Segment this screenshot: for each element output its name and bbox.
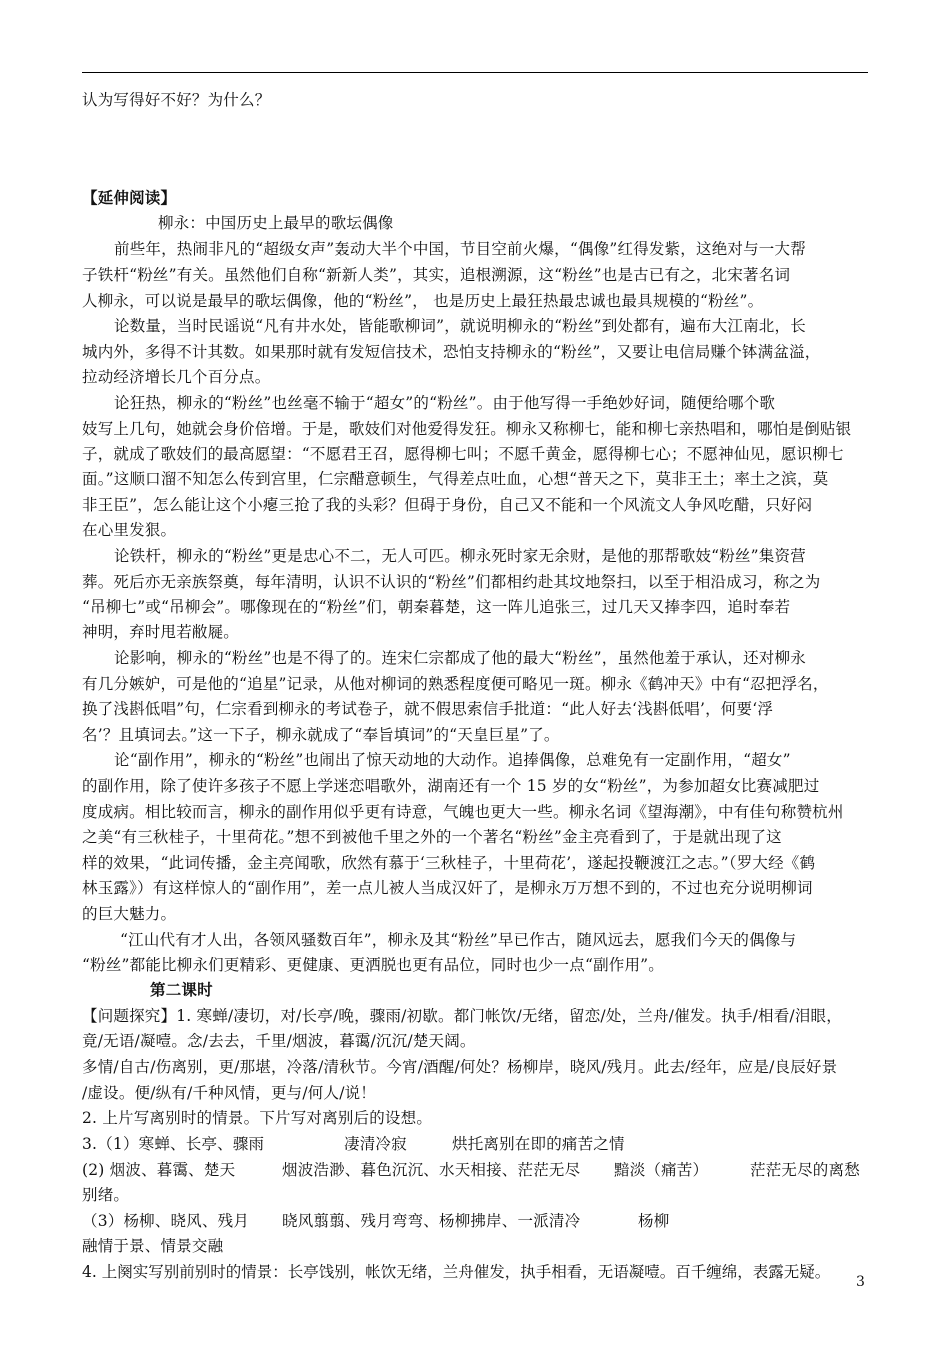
paragraph-line: “粉丝”都能比柳永们更精彩、更健康、更洒脱也更有品位，同时也少一点“副作用”。 <box>82 956 664 974</box>
answer-cell: （3）杨柳、晓风、残月 <box>82 1212 250 1230</box>
paragraph-line: 论数量，当时民谣说“凡有井水处，皆能歌柳词”，就说明柳永的“粉丝”到处都有，遍布大江南北，长 <box>114 317 806 335</box>
lesson-heading: 第二课时 <box>150 980 213 999</box>
paragraph-line: 换了浅斟低唱”句，仁宗看到柳永的考试卷子，就不假思索信手批道：“此人好去‘浅斟低唱’，何要‘浮 <box>82 700 774 718</box>
paragraph-line: 子，就成了歌妓们的最高愿望：“不愿君王召，愿得柳七叫；不愿千黄金，愿得柳七心；不愿神仙见，愿识柳七 <box>82 445 844 463</box>
paragraph-line: 度成病。相比较而言，柳永的副作用似乎更有诗意，气魄也更大一些。柳永名词《望海潮》，中有佳句称赞杭州 <box>82 803 844 821</box>
answer-cell: 凄清冷寂 <box>344 1135 407 1153</box>
answer-line <box>82 1211 872 1231</box>
paragraph-line: “吊柳七”或“吊柳会”。哪像现在的“粉丝”们，朝秦暮楚，这一阵儿追张三，过几天又捧李四，追时奉若 <box>82 598 791 616</box>
paragraph-line: 名’？且填词去。”这一下子，柳永就成了“奉旨填词”的“天皇巨星”了。 <box>82 726 560 744</box>
paragraph-line: 的副作用，除了使许多孩子不愿上学迷恋唱歌外，湖南还有一个 15 岁的女“粉丝”，为参加超女比赛减肥过 <box>82 777 820 795</box>
paragraph-line: 子铁杆“粉丝”有关。虽然他们自称“新新人类”，其实，追根溯源，这“粉丝”也是古已有之，北宋著名词 <box>82 266 791 284</box>
answer-cell: 3.（1）寒蝉、长亭、骤雨 <box>82 1135 265 1153</box>
paragraph-line: 的巨大魅力。 <box>82 905 177 923</box>
answer-line: 4. 上阕实写别前别时的情景：长亭饯别，帐饮无绪，兰舟催发，执手相看，无语凝噎。百千缠绵，表露无疑。 <box>82 1263 831 1281</box>
answer-line: /虚设。便/纵有/千种风情，更与/何人/说！ <box>82 1084 377 1102</box>
answer-line <box>82 1134 872 1154</box>
paragraph-line: 城内外，多得不计其数。如果那时就有发短信技术，恐怕支持柳永的“粉丝”，又要让电信局赚个钵满盆溢， <box>82 343 821 361</box>
answer-line: 2. 上片写离别时的情景。下片写对离别后的设想。 <box>82 1109 433 1127</box>
paragraph-line: 神明，弃时甩若敝屣。 <box>82 623 240 641</box>
answer-cell: 黯淡（痛苦） <box>614 1161 709 1179</box>
paragraph-line: 非王臣”，怎么能让这个小瘪三抢了我的头彩？但碍于身份，自己又不能和一个风流文人争风吃醋，只好闷 <box>82 496 813 514</box>
paragraph-line: 之美“有三秋桂子，十里荷花。”想不到被他千里之外的一个著名“粉丝”金主亮看到了，于是就出现了这 <box>82 828 782 846</box>
answer-line: 竟/无语/凝噎。念/去去，千里/烟波，暮霭/沉沉/楚天阔。 <box>82 1032 476 1050</box>
answer-line: 多情/自古/伤离别，更/那堪，冷落/清秋节。今宵/酒醒/何处？杨柳岸，晓风/残月。此去/经年，应是/良辰好景 <box>82 1058 838 1076</box>
answer-cell: (2) 烟波、暮霭、楚天 <box>82 1161 236 1179</box>
answer-line <box>82 1160 872 1180</box>
paragraph-line: 前些年，热闹非凡的“超级女声”轰动大半个中国，节目空前火爆，“偶像”红得发紫，这绝对与一大帮 <box>114 240 806 258</box>
paragraph-line: 拉动经济增长几个百分点。 <box>82 368 271 386</box>
answer-line: 别绪。 <box>82 1186 130 1204</box>
answer-cell: 晓风翦翦、残月弯弯、杨柳拂岸、一派清冷 <box>282 1212 581 1230</box>
text-line: 认为写得好不好？为什么？ <box>82 91 271 109</box>
header-rule <box>82 72 868 73</box>
paragraph-line: 在心里发狠。 <box>82 521 177 539</box>
paragraph-line: 论狂热，柳永的“粉丝”也丝毫不输于“超女”的“粉丝”。由于他写得一手绝妙好词，随便给哪个歌 <box>114 394 776 412</box>
paragraph-line: 葬。死后亦无亲族祭奠，每年清明，认识不认识的“粉丝”们都相约赴其坟地祭扫，以至于相沿成习，称之为 <box>82 573 821 591</box>
paragraph-line: 林玉露》）有这样惊人的“副作用”，差一点儿被人当成汉奸了，是柳永万万想不到的，不过也充分说明柳词 <box>82 879 813 897</box>
answer-cell: 杨柳 <box>638 1212 670 1230</box>
paragraph-line: 论影响，柳永的“粉丝”也是不得了的。连宋仁宗都成了他的最大“粉丝”，虽然他羞于承认，还对柳永 <box>114 649 806 667</box>
paragraph-line: 论“副作用”，柳永的“粉丝”也闹出了惊天动地的大动作。追捧偶像，总难免有一定副作用，“超女” <box>114 751 791 769</box>
paragraph-line: 样的效果，“此词传播，金主亮闻歌，欣然有慕于‘三秋桂子，十里荷花’，遂起投鞭渡江之志。”（罗大经《鹤 <box>82 854 816 872</box>
answer-line: 融情于景、情景交融 <box>82 1237 224 1255</box>
paragraph-line: 面。”这顺口溜不知怎么传到宫里，仁宗醋意顿生，气得差点吐血，心想“普天之下，莫非王土；率土之滨，莫 <box>82 470 829 488</box>
paragraph-line: 人柳永，可以说是最早的歌坛偶像，他的“粉丝”， 也是历史上最狂热最忠诚也最具规模的“粉丝”。 <box>82 292 764 310</box>
paragraph-line: 论铁杆，柳永的“粉丝”更是忠心不二，无人可匹。柳永死时家无余财，是他的那帮歌妓“粉丝”集资营 <box>114 547 806 565</box>
article-title: 柳永：中国历史上最早的歌坛偶像 <box>158 214 394 232</box>
section-heading: 【延伸阅读】 <box>82 188 177 207</box>
paragraph-line: “江山代有才人出，各领风骚数百年”，柳永及其“粉丝”早已作古，随风远去，愿我们今天的偶像与 <box>120 931 797 949</box>
paragraph-line: 有几分嫉妒，可是他的“追星”记录，从他对柳词的熟悉程度便可略见一斑。柳永《鹤冲天》中有“忍把浮名， <box>82 675 829 693</box>
answer-line: 【问题探究】1. 寒蝉/凄切，对/长亭/晚，骤雨/初歇。都门帐饮/无绪，留恋/处，兰舟/催发。执手/相看/泪眼， <box>82 1007 842 1025</box>
answer-cell: 烟波浩渺、暮色沉沉、水天相接、茫茫无尽 <box>282 1161 581 1179</box>
page-number: 3 <box>856 1274 865 1290</box>
answer-cell: 烘托离别在即的痛苦之情 <box>452 1135 625 1153</box>
paragraph-line: 妓写上几句，她就会身价倍增。于是，歌妓们对他爱得发狂。柳永又称柳七，能和柳七亲热唱和，哪怕是倒贴银 <box>82 420 852 438</box>
answer-cell: 茫茫无尽的离愁 <box>750 1161 860 1179</box>
